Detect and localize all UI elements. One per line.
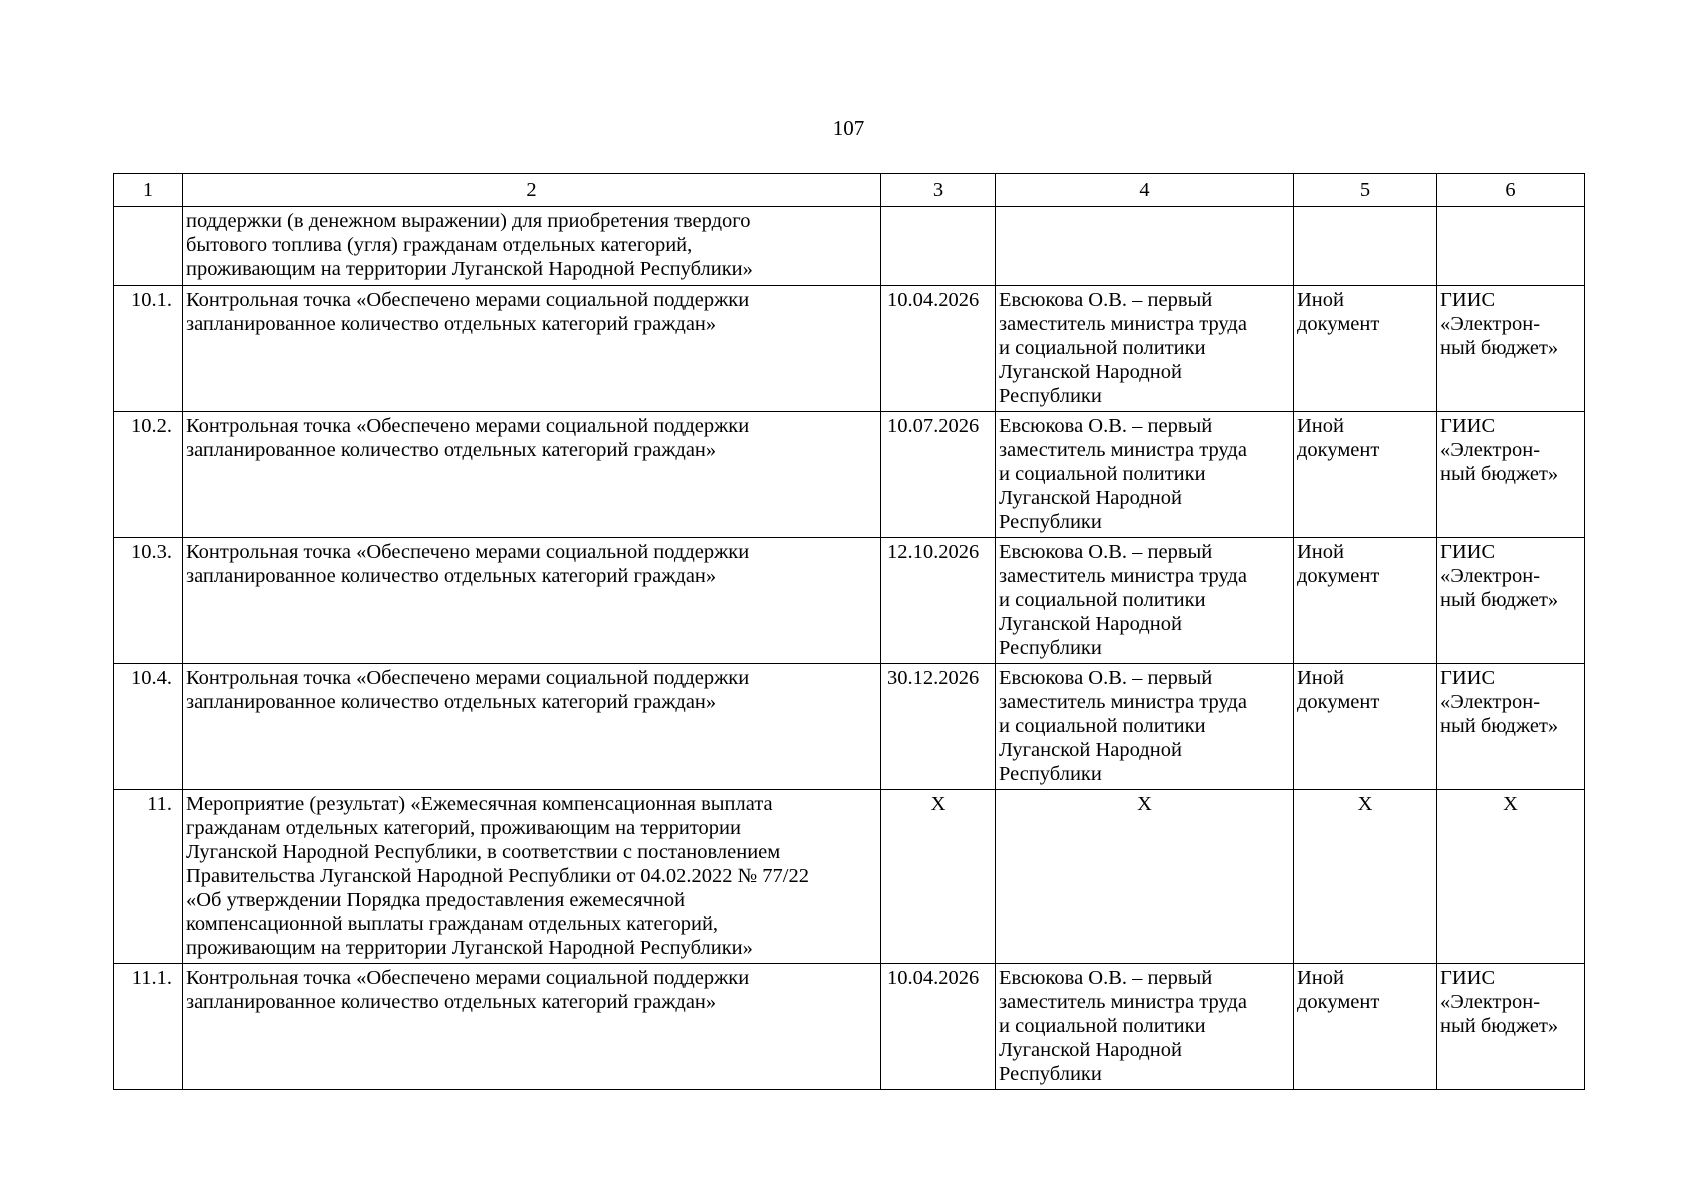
not-applicable-mark: Х	[881, 790, 996, 964]
responsible-line: Луганской Народной	[999, 361, 1182, 383]
row-number: 11.	[114, 790, 183, 964]
description-line: Контрольная точка «Обеспечено мерами социальной поддержки	[186, 667, 750, 689]
responsible-line: Республики	[999, 385, 1102, 407]
description-line: Мероприятие (результат) «Ежемесячная компенсационная выплата	[186, 793, 773, 815]
responsible-line: Луганской Народной	[999, 613, 1182, 635]
table-row	[114, 664, 1585, 790]
description-line: запланированное количество отдельных категорий граждан»	[186, 691, 717, 713]
deadline-date: 30.12.2026	[881, 664, 996, 790]
info-system-cell	[1437, 286, 1585, 412]
plan-table	[113, 173, 1585, 1090]
responsible-line: Луганской Народной	[999, 1039, 1182, 1061]
responsible-line: заместитель министра труда	[999, 439, 1247, 461]
column-header: 6	[1437, 174, 1585, 207]
responsible-line: Евсюкова О.В. – первый	[999, 667, 1213, 689]
description-cell	[183, 664, 881, 790]
table-header-row	[114, 174, 1585, 207]
deadline-date: 12.10.2026	[881, 538, 996, 664]
column-header: 3	[881, 174, 996, 207]
responsible-cell	[996, 964, 1294, 1090]
info-system-line: ный бюджет»	[1440, 589, 1559, 611]
responsible-line: и социальной политики	[999, 463, 1206, 485]
responsible-line: Республики	[999, 637, 1102, 659]
description-line: запланированное количество отдельных категорий граждан»	[186, 565, 717, 587]
description-line: гражданам отдельных категорий, проживающим на территории	[186, 817, 742, 839]
description-line: компенсационной выплаты гражданам отдельных категорий,	[186, 913, 719, 935]
responsible-line: Евсюкова О.В. – первый	[999, 415, 1213, 437]
info-system-line: «Электрон-	[1440, 313, 1541, 335]
column-header: 2	[183, 174, 881, 207]
description-cell	[183, 286, 881, 412]
info-system-cell	[1437, 964, 1585, 1090]
column-header: 4	[996, 174, 1294, 207]
description-cell	[183, 207, 881, 286]
document-type-line: документ	[1297, 565, 1380, 587]
document-type-line: Иной	[1297, 967, 1344, 989]
responsible-line: Луганской Народной	[999, 487, 1182, 509]
responsible-line: заместитель министра труда	[999, 991, 1247, 1013]
description-line: запланированное количество отдельных категорий граждан»	[186, 313, 717, 335]
document-type-line: документ	[1297, 691, 1380, 713]
document-type-cell	[1294, 286, 1437, 412]
info-system-line: ный бюджет»	[1440, 715, 1559, 737]
description-line: Контрольная точка «Обеспечено мерами социальной поддержки	[186, 967, 750, 989]
responsible-line: заместитель министра труда	[999, 565, 1247, 587]
info-system-line: ГИИС	[1440, 967, 1496, 989]
responsible-line: Луганской Народной	[999, 739, 1182, 761]
responsible-line: Республики	[999, 511, 1102, 533]
description-line: Луганской Народной Республики, в соответствии с постановлением	[186, 841, 781, 863]
document-type-line: документ	[1297, 313, 1380, 335]
responsible-line: и социальной политики	[999, 715, 1206, 737]
document-type-cell	[1294, 664, 1437, 790]
description-cell	[183, 964, 881, 1090]
responsible-cell	[996, 207, 1294, 286]
row-number: 10.4.	[114, 664, 183, 790]
not-applicable-mark: Х	[1437, 790, 1585, 964]
not-applicable-mark: Х	[996, 790, 1294, 964]
responsible-line: Республики	[999, 763, 1102, 785]
info-system-line: ГИИС	[1440, 289, 1496, 311]
info-system-line: ный бюджет»	[1440, 463, 1559, 485]
description-line: Контрольная точка «Обеспечено мерами социальной поддержки	[186, 415, 750, 437]
document-type-line: Иной	[1297, 415, 1344, 437]
description-line: Контрольная точка «Обеспечено мерами социальной поддержки	[186, 289, 750, 311]
description-line: поддержки (в денежном выражении) для приобретения твердого	[186, 210, 751, 232]
info-system-line: ный бюджет»	[1440, 1015, 1559, 1037]
document-type-line: документ	[1297, 439, 1380, 461]
table-row-continuation	[114, 207, 1585, 286]
document-type-line: Иной	[1297, 667, 1344, 689]
document-type-cell	[1294, 964, 1437, 1090]
date-cell	[881, 207, 996, 286]
table-row	[114, 964, 1585, 1090]
info-system-line: «Электрон-	[1440, 565, 1541, 587]
info-system-line: «Электрон-	[1440, 991, 1541, 1013]
info-system-cell	[1437, 412, 1585, 538]
responsible-cell	[996, 412, 1294, 538]
description-line: проживающим на территории Луганской Народной Республики»	[186, 937, 753, 959]
document-type-cell	[1294, 412, 1437, 538]
description-line: бытового топлива (угля) гражданам отдельных категорий,	[186, 234, 693, 256]
responsible-cell	[996, 286, 1294, 412]
info-system-line: «Электрон-	[1440, 439, 1541, 461]
responsible-line: заместитель министра труда	[999, 313, 1247, 335]
description-line: запланированное количество отдельных категорий граждан»	[186, 991, 717, 1013]
info-system-cell	[1437, 538, 1585, 664]
column-header: 5	[1294, 174, 1437, 207]
description-line: Контрольная точка «Обеспечено мерами социальной поддержки	[186, 541, 750, 563]
info-system-cell	[1437, 207, 1585, 286]
document-type-line: Иной	[1297, 289, 1344, 311]
table-row-event	[114, 790, 1585, 964]
responsible-line: Республики	[999, 1063, 1102, 1085]
description-line: проживающим на территории Луганской Народной Республики»	[186, 258, 753, 280]
document-type-cell	[1294, 538, 1437, 664]
info-system-line: ный бюджет»	[1440, 337, 1559, 359]
document-type-line: документ	[1297, 991, 1380, 1013]
column-header: 1	[114, 174, 183, 207]
responsible-line: и социальной политики	[999, 1015, 1206, 1037]
responsible-cell	[996, 664, 1294, 790]
description-cell	[183, 790, 881, 964]
responsible-line: Евсюкова О.В. – первый	[999, 289, 1213, 311]
table-row	[114, 412, 1585, 538]
info-system-line: «Электрон-	[1440, 691, 1541, 713]
info-system-line: ГИИС	[1440, 415, 1496, 437]
description-line: запланированное количество отдельных категорий граждан»	[186, 439, 717, 461]
document-type-line: Иной	[1297, 541, 1344, 563]
page-number: 107	[832, 116, 865, 140]
responsible-line: заместитель министра труда	[999, 691, 1247, 713]
responsible-line: Евсюкова О.В. – первый	[999, 967, 1213, 989]
deadline-date: 10.04.2026	[881, 286, 996, 412]
description-cell	[183, 412, 881, 538]
row-number: 10.2.	[114, 412, 183, 538]
info-system-line: ГИИС	[1440, 541, 1496, 563]
deadline-date: 10.07.2026	[881, 412, 996, 538]
description-line: Правительства Луганской Народной Республики от 04.02.2022 № 77/22	[186, 865, 809, 887]
table-row	[114, 286, 1585, 412]
row-number: 10.1.	[114, 286, 183, 412]
description-line: «Об утверждении Порядка предоставления ежемесячной	[186, 889, 686, 911]
deadline-date: 10.04.2026	[881, 964, 996, 1090]
document-type-cell	[1294, 207, 1437, 286]
responsible-line: и социальной политики	[999, 589, 1206, 611]
responsible-cell	[996, 538, 1294, 664]
responsible-line: Евсюкова О.В. – первый	[999, 541, 1213, 563]
info-system-cell	[1437, 664, 1585, 790]
not-applicable-mark: Х	[1294, 790, 1437, 964]
table-row	[114, 538, 1585, 664]
description-cell	[183, 538, 881, 664]
responsible-line: и социальной политики	[999, 337, 1206, 359]
row-number: 10.3.	[114, 538, 183, 664]
row-number-cell	[114, 207, 183, 286]
info-system-line: ГИИС	[1440, 667, 1496, 689]
row-number: 11.1.	[114, 964, 183, 1090]
